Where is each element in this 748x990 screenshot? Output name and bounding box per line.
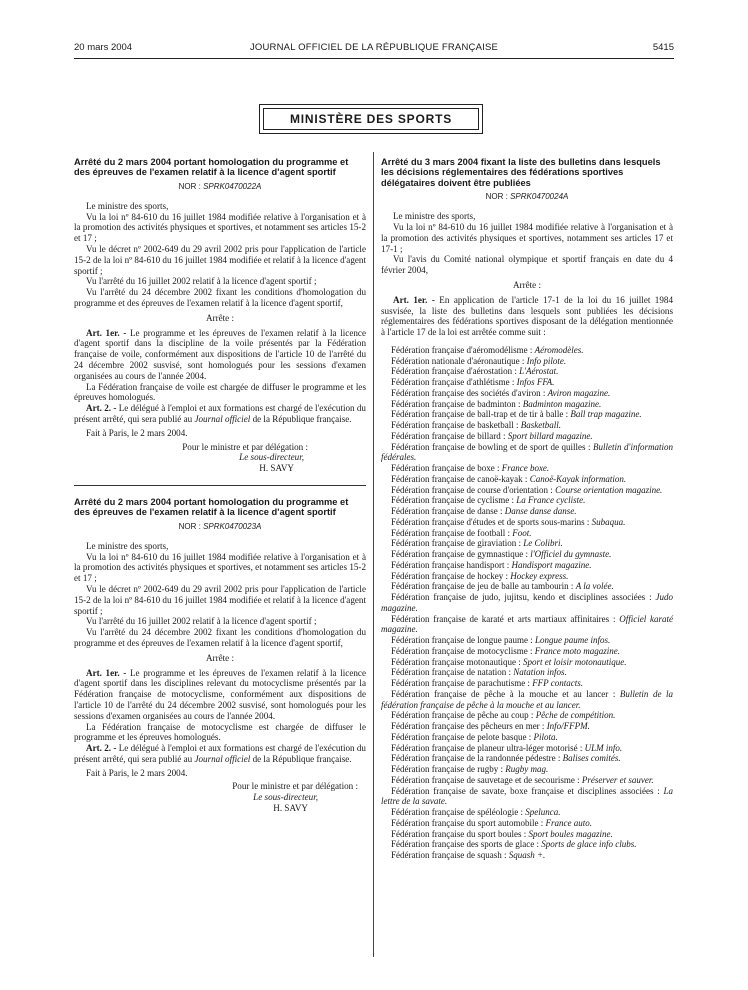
article-label: Art. 1er. - [393,294,435,305]
federation-item [381,463,673,474]
bulletin-name: France boxe. [501,463,550,474]
federation-name: Fédération française de giraviation : [391,538,521,549]
article-2 [74,403,366,425]
bulletin-name: Danse danse danse. [504,506,577,517]
article-1-b: La Fédération française de motocyclisme est chargée de diffuser le programme et les épreuves homologués. [74,721,366,743]
decree-motocyclisme [74,497,366,814]
bulletin-name: La France cycliste. [516,495,586,506]
federation-name: Fédération française de la randonnée pédestre : [391,753,561,764]
federation-item [381,753,673,764]
bulletin-name: Sport billard magazine. [507,430,593,441]
nor-label: NOR : [485,192,508,202]
right-column [381,157,673,861]
nor-code: SPRK0470022A [203,181,262,191]
federation-item [381,560,673,571]
article-label: Art. 1er. - [86,327,127,338]
federation-item [381,678,673,689]
federation-name: Fédération française de boxe : [391,463,500,474]
federation-name: Fédération française de cyclisme : [391,495,514,506]
article-1-b: La Fédération française de voile est chargée de diffuser le programme et les épreuves homologués. [74,381,366,403]
nor-reference [74,182,366,191]
federation-name: Fédération française d'aérostation : [391,366,517,377]
federation-name: Fédération française de canoë-kayak : [391,473,528,484]
nor-label: NOR : [178,521,201,531]
federation-item [381,495,673,506]
federation-name: Fédération française motonautique : [391,656,521,667]
article-label: Art. 2. - [86,403,117,414]
bulletin-name: Sport et loisir motonautique. [522,656,627,667]
federation-item [381,517,673,528]
federation-item [381,657,673,668]
bulletin-name: Longue paume infos. [534,635,611,646]
federation-name: Fédération française de planeur ultra-léger motorisé : [391,742,583,753]
article-label: Art. 2. - [86,743,117,754]
federation-name: Fédération française de rugby : [391,764,503,775]
bulletin-name: FFP contacts. [532,678,584,689]
bulletin-name: Info pilote. [526,355,567,366]
bulletin-name: Info/FFPM. [546,721,590,732]
federation-name: Fédération française des sports de glace : [391,839,539,850]
federation-name: Fédération française d'aéromodélisme : [391,344,533,355]
signature-line: Pour le ministre et par délégation : [182,441,308,452]
decree-paragraph: Le ministre des sports, [86,540,169,551]
federation-item [381,732,673,743]
decree-separator [74,485,366,486]
decree-paragraph: Le ministre des sports, [393,211,476,222]
decree-paragraph: Vu le décret nº 2002-649 du 29 avril 2002 pris pour l'application de l'article 15-2 de la loi nº 84-610 du 16 juillet 1984 modifiée et relatif à la licence d'agent sportif ; [74,244,366,276]
federation-name: Fédération française de basketball : [391,420,519,431]
federation-item [381,614,673,636]
list-gap [381,338,673,345]
decree-paragraph: Vu la loi nº 84-610 du 16 juillet 1984 modifiée relative à l'organisation et à la promotion des activités physiques et sportives, et notamment ses articles 15-2 et 17 ; [74,211,366,244]
federation-item [381,775,673,786]
bulletin-name: Sport boules magazine. [528,828,613,839]
federation-item [381,345,673,356]
federation-name: Fédération française du sport automobile : [391,817,544,828]
arrete-heading: Arrête : [205,652,235,663]
article-label: Art. 1er. - [86,667,127,678]
bulletin-name: Balises comités. [562,753,621,764]
journal-ref: Journal officiel [194,413,251,424]
bulletin-name: Pilota. [533,731,558,742]
decree-voile [74,157,366,474]
federation-name: Fédération française de karaté et arts martiaux affinitaires : [391,613,616,624]
decree-paragraph: Vu l'arrêté du 16 juillet 2002 relatif à la licence d'agent sportif ; [86,276,317,287]
bulletin-name: Judo magazine. [381,592,673,613]
nor-code: SPRK0470023A [203,521,262,531]
nor-code: SPRK0470024A [510,192,569,202]
federation-item [381,528,673,539]
bulletin-name: Course orientation magazine. [555,484,663,495]
federation-name: Fédération française de pêche à la mouche et au lancer : [391,688,616,699]
issue-date: 20 mars 2004 [74,42,133,53]
federation-item [381,356,673,367]
federation-name: Fédération française de longue paume : [391,635,533,646]
federation-name: Fédération française de course d'orientation : [391,484,553,495]
bulletin-name: Pêche de compétition. [535,710,616,721]
federation-item [381,571,673,582]
federation-name: Fédération française de bowling et de sport de quilles : [391,441,591,452]
federation-item [381,366,673,377]
federation-name: Fédération française de sauvetage et de secourisme : [391,774,580,785]
federation-name: Fédération française de hockey : [391,570,508,581]
bulletin-name: Aéromodèles. [534,344,584,355]
decree-paragraph: Vu l'avis du Comité national olympique et sportif français en date du 4 février 2004, [381,254,673,276]
bulletin-name: Rugby mag. [505,764,549,775]
federation-name: Fédération française de pêche au coup : [391,710,534,721]
decree-paragraph: Vu l'arrêté du 16 juillet 2002 relatif à la licence d'agent sportif ; [86,616,317,627]
federation-item [381,431,673,442]
bulletin-name: Le Colibri. [523,538,563,549]
federation-item [381,506,673,517]
article-text-end: de la République française. [252,753,352,764]
federation-name: Fédération française de natation : [391,667,511,678]
federation-item [381,646,673,657]
federation-name: Fédération française d'études et de sports sous-marins : [391,516,590,527]
signature-title: Le sous-directeur, [253,792,318,803]
federation-item [381,818,673,829]
bulletin-name: L'Aérostat. [519,366,559,377]
journal-ref: Journal officiel [194,753,251,764]
federation-item [381,377,673,388]
federation-name: Fédération française de ball-trap et de tir à balle : [391,409,569,420]
decree-paragraph: Vu la loi nº 84-610 du 16 juillet 1984 modifiée relative à l'organisation et à la promotion des activités physiques et sportives, et notamment ses articles 15-2 et 17 ; [74,551,366,584]
federation-item [381,549,673,560]
federation-item [381,635,673,646]
bulletin-name: Canoë-Kayak information. [529,473,627,484]
decree-paragraph: Vu la loi nº 84-610 du 16 juillet 1984 modifiée relative à l'organisation et à la promotion des activités physiques et sportives, notamment ses articles 17 et 17-1 ; [381,222,673,254]
decree-paragraph: Vu l'arrêté du 24 décembre 2002 fixant les conditions d'homologation du programme et des épreuves de l'examen relatif à la licence d'agent sportif, [74,287,366,308]
federation-item [381,829,673,840]
federation-name: Fédération française de gymnastique : [391,549,528,560]
ministry-box [259,104,483,134]
federation-item [381,388,673,399]
left-column [74,157,366,814]
signature-title: Le sous-directeur, [239,452,304,463]
federation-name: Fédération française de motocyclisme : [391,645,533,656]
signature-line: Pour le ministre et par délégation : [232,781,358,792]
signature-date: Fait à Paris, le 2 mars 2004. [86,427,188,438]
federation-item [381,581,673,592]
federation-item [381,485,673,496]
article-text: Le programme et les épreuves de l'examen relatif à la licence d'agent sportif dans les disciplines relevant du motocyclisme présentés par la Fédération française de motocyclisme, conformément aux dispositions de l'article 10 de l'arrêté du 24 décembre 2002 susvisé, sont homologués pour les sessions d'examen organisées au cours de l'année 2004. [74,667,366,721]
federation-name: Fédération française de squash : [391,850,507,861]
bulletin-name: Aviron magazine. [547,387,611,398]
article-1 [74,668,366,722]
federation-item [381,667,673,678]
decree-title: Arrêté du 2 mars 2004 portant homologation du programme et des épreuves de l'examen relatif à la licence d'agent sportif [74,157,349,178]
federation-name: Fédération française du sport boules : [391,828,527,839]
bulletin-name: l'Officiel du gymnaste. [530,549,612,560]
bulletin-name: Basketball. [520,420,561,431]
bulletin-name: A la volée. [575,581,614,592]
bulletin-name: Préserver et sauver. [581,774,654,785]
bulletin-name: La lettre de la savate. [381,785,673,807]
federation-item [381,839,673,850]
bulletin-name: Foot. [512,527,532,538]
decree-title: Arrêté du 2 mars 2004 portant homologation du programme et des épreuves de l'examen relatif à la licence d'agent sportif [74,496,349,518]
article-2 [74,743,366,765]
bulletin-name: Officiel karaté magazine. [381,613,674,635]
signature-name: H. SAVY [259,463,294,474]
article-text-end: de la République française. [252,413,352,424]
signature-name: H. SAVY [273,803,308,814]
journal-title: JOURNAL OFFICIEL DE LA RÉPUBLIQUE FRANÇAISE [249,42,499,53]
federation-name: Fédération française de football : [391,527,510,538]
bulletin-name: Hockey express. [510,570,569,581]
federation-name: Fédération française de judo, jujitsu, kendo et disciplines associées : [391,592,652,603]
bulletin-name: Natation infos. [513,667,567,678]
federation-item [381,786,673,808]
federation-item [381,721,673,732]
bulletin-name: Bulletin de la fédération française de pêche à la mouche et au lancer. [381,688,673,710]
federation-name: Fédération française de jeu de balle au tambourin : [391,581,574,592]
bulletin-name: Spelunca. [525,807,561,818]
decree-paragraph: Vu l'arrêté du 24 décembre 2002 fixant les conditions d'homologation du programme et des épreuves de l'examen relatif à la licence d'agent sportif, [74,627,366,648]
article-1 [74,328,366,382]
ministry-title: MINISTÈRE DES SPORTS [263,108,479,130]
nor-reference [74,522,366,531]
nor-reference [381,192,673,201]
federation-item [381,743,673,754]
header-rule [74,58,674,59]
decree-title: Arrêté du 3 mars 2004 fixant la liste des bulletins dans lesquels les décisions réglementaires des fédérations sportives délégataires doivent être publiées [381,157,661,188]
page-header [74,42,674,58]
bulletin-name: Squash +. [508,850,546,861]
federation-item [381,538,673,549]
article-text: Le programme et les épreuves de l'examen relatif à la licence d'agent sportif dans la discipline de la voile présentés par la Fédération française de voile, conformément aux dispositions de l'article 10 de l'arrêté du 24 décembre 2002 susvisé, sont homologués pour les sessions d'examen organisées au cours de l'année 2004. [74,327,366,381]
column-divider [373,152,374,957]
bulletin-name: ULM info. [584,742,623,753]
page-number: 5415 [652,42,674,53]
arrete-heading: Arrête : [205,312,235,323]
federation-name: Fédération française de danse : [391,506,503,517]
bulletin-name: Subaqua. [591,516,626,527]
article-text: En application de l'article 17-1 de la loi du 16 juillet 1984 susvisée, la liste des bulletins dans lesquels sont publiées les décisions réglementaires des fédérations sportives disposant de la délégation mentionnée à l'article 17 de la loi est arrêtée comme suit : [381,294,673,338]
federation-name: Fédération française des sociétés d'aviron : [391,387,546,398]
federation-name: Fédération française de savate, boxe française et disciplines associées : [391,785,660,796]
article-text: Le délégué à l'emploi et aux formations est chargé de l'exécution du présent arrêté, qui sera publié au [74,403,366,424]
federation-item [381,399,673,410]
bulletin-name: Sports de glace info clubs. [541,839,637,850]
federation-item [381,807,673,818]
federation-name: Fédération française de pelote basque : [391,731,532,742]
federation-item [381,409,673,420]
federation-name: Fédération nationale d'aéronautique : [391,355,525,366]
bulletin-name: Bulletin d'information fédérales. [381,441,673,463]
federation-list [381,345,673,861]
federation-item [381,850,673,861]
federation-name: Fédération française de parachutisme : [391,678,530,689]
federation-item [381,474,673,485]
federation-name: Fédération française handisport : [391,559,510,570]
arrete-heading: Arrête : [512,280,542,290]
decree-paragraph: Le ministre des sports, [86,200,169,211]
federation-name: Fédération française de billard : [391,430,506,441]
bulletin-name: France auto. [545,817,592,828]
bulletin-name: Infos FFA. [516,377,555,388]
federation-item [381,764,673,775]
federation-item [381,442,673,464]
signature-date: Fait à Paris, le 2 mars 2004. [86,767,188,778]
bulletin-name: Ball trap magazine. [570,409,642,420]
decree-paragraph: Vu le décret nº 2002-649 du 29 avril 2002 pris pour l'application de l'article 15-2 de la loi nº 84-610 du 16 juillet 1984 modifiée et relatif à la licence d'agent sportif ; [74,583,366,616]
federation-name: Fédération française de badminton : [391,398,521,409]
article-text: Le délégué à l'emploi et aux formations est chargé de l'exécution du présent arrêté, qui sera publié au [74,743,366,764]
federation-name: Fédération française d'athlétisme : [391,377,515,388]
bulletin-name: Handisport magazine. [511,559,592,570]
bulletin-name: France moto magazine. [534,645,620,656]
bulletin-name: Badminton magazine. [522,398,602,409]
federation-item [381,592,673,614]
federation-item [381,710,673,721]
federation-name: Fédération française de spéléologie : [391,807,523,818]
nor-label: NOR : [178,181,201,191]
article-1 [381,295,673,338]
federation-item [381,420,673,431]
federation-item [381,689,673,711]
federation-name: Fédération française des pêcheurs en mer : [391,721,545,732]
